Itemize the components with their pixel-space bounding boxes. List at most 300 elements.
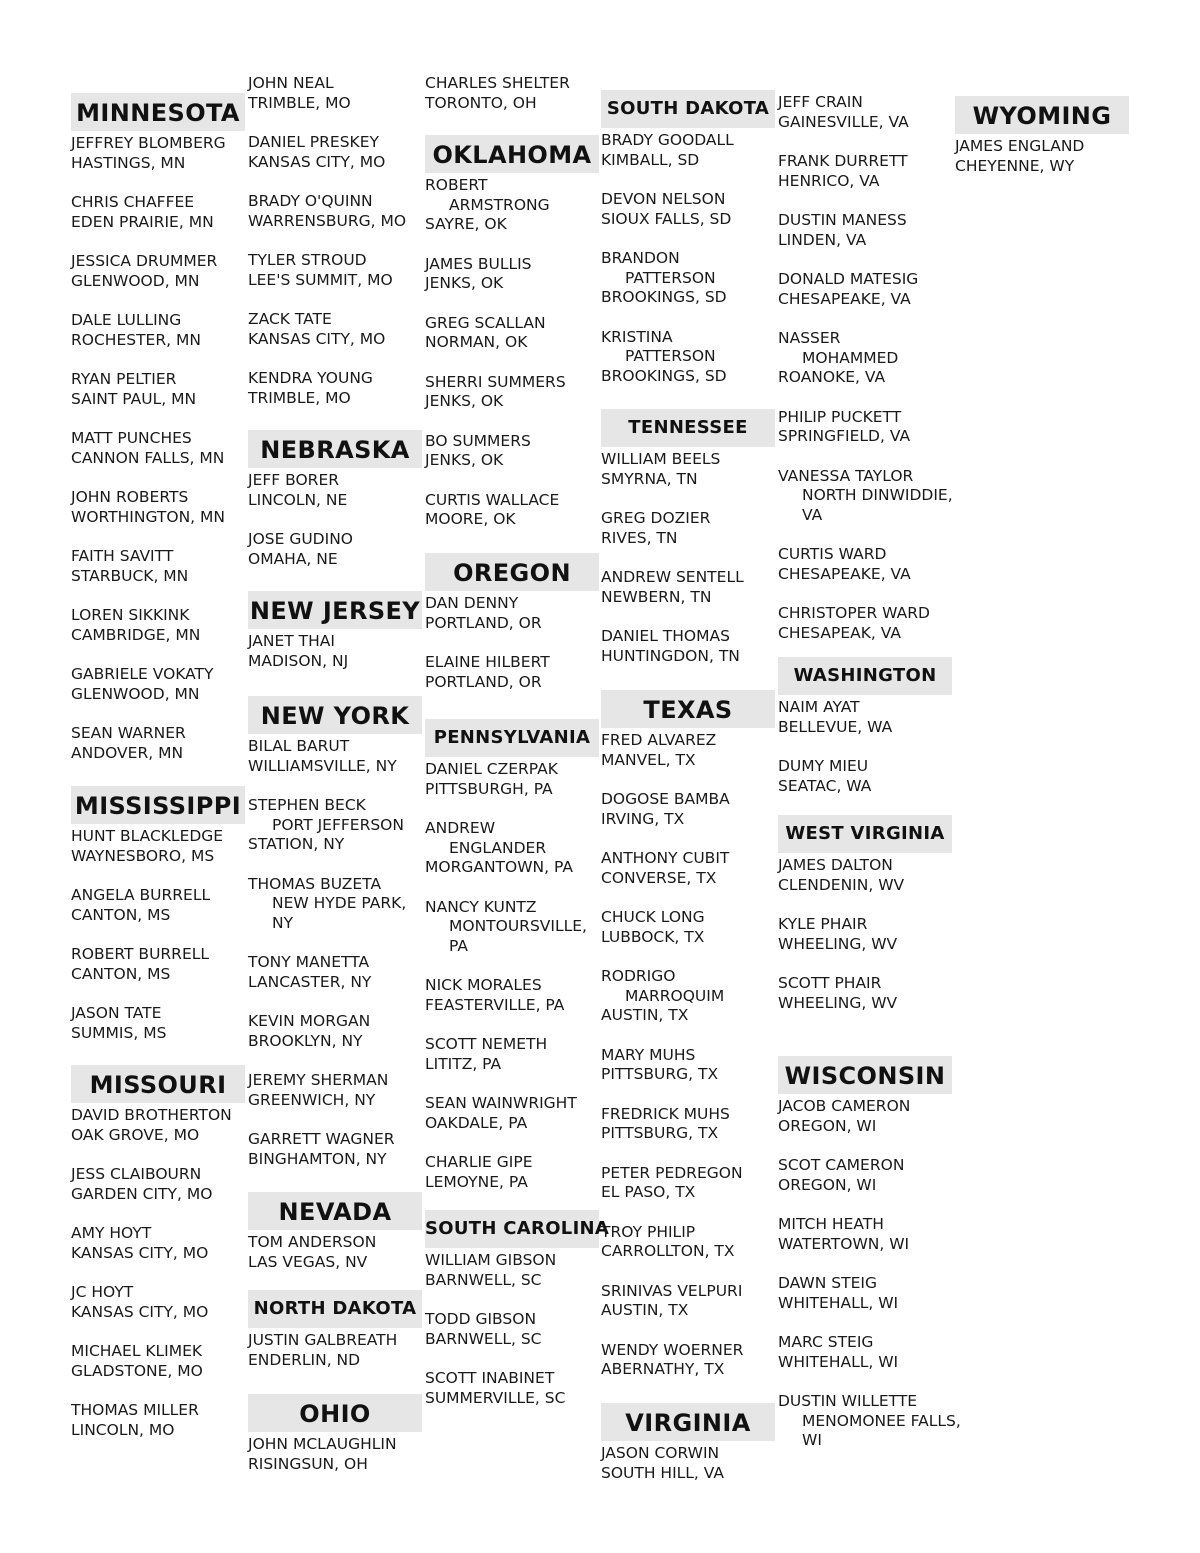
entry-location: RISINGSUN, OH: [248, 1454, 368, 1473]
roster-entry: [71, 193, 247, 232]
roster-entry: [71, 1224, 247, 1263]
entry-name: ANDREW SENTELL: [601, 568, 744, 586]
entry-name: NAIM AYAT: [778, 698, 860, 716]
entry-name: THOMAS MILLER: [71, 1401, 199, 1419]
entry-name: FAITH SAVITT: [71, 547, 174, 565]
entry-location: CHESAPEAKE, VA: [778, 289, 911, 308]
entry-location: SPRINGFIELD, VA: [778, 427, 911, 446]
entry-location: OAKDALE, PA: [425, 1113, 528, 1132]
entry-location: PORTLAND, OR: [425, 613, 542, 632]
entry-name: JACOB CAMERON: [778, 1097, 911, 1115]
entry-name: SHERRI SUMMERS: [425, 372, 566, 391]
roster-entry: [425, 1035, 601, 1074]
entry-name: VANESSA TAYLOR: [778, 466, 914, 485]
entry-location: PORTLAND, OR: [425, 672, 542, 691]
roster-entry: [601, 249, 777, 308]
entry-location: NORMAN, OK: [425, 333, 528, 352]
entry-name: SRINIVAS VELPURI: [601, 1281, 743, 1300]
entry-location: SIOUX FALLS, SD: [601, 209, 732, 228]
entry-name: TYLER STROUD: [248, 251, 367, 269]
roster-entry: [778, 1333, 954, 1372]
entry-location: ROCHESTER, MN: [71, 330, 201, 349]
entry-name: TODD GIBSON: [425, 1310, 537, 1328]
roster-entry: [248, 1331, 424, 1370]
roster-entry: [425, 1369, 601, 1408]
entry-name: CHARLIE GIPE: [425, 1153, 533, 1172]
entry-location: BARNWELL, SC: [425, 1270, 542, 1289]
entry-name: LOREN SIKKINK: [71, 606, 190, 624]
entry-name: ROBERT BURRELL: [71, 945, 210, 963]
entry-location: WORTHINGTON, MN: [71, 507, 226, 526]
entry-location: KANSAS CITY, MO: [248, 329, 386, 348]
entry-location: MENOMONEE FALLS,: [802, 1411, 961, 1430]
entry-name: BO SUMMERS: [425, 431, 531, 450]
roster-entry: [425, 176, 601, 235]
entry-name: GABRIELE VOKATY: [71, 665, 214, 683]
roster-entry: [778, 915, 954, 954]
roster-entry: [248, 1435, 424, 1474]
entry-location: MADISON, NJ: [248, 651, 349, 670]
entry-name: CHRIS CHAFFEE: [71, 193, 195, 211]
entry-name: RODRIGO: [601, 967, 676, 985]
roster-entry: [71, 547, 247, 586]
entry-name: GREG SCALLAN: [425, 313, 546, 332]
roster-entry: [248, 875, 424, 934]
entry-location: GLENWOOD, MN: [71, 684, 200, 703]
entry-location: RIVES, TN: [601, 528, 678, 547]
roster-entry: [71, 488, 247, 527]
roster-entry: [601, 731, 777, 770]
entry-location: EL PASO, TX: [601, 1183, 696, 1202]
roster-entry: [778, 698, 954, 737]
entry-name: KEVIN MORGAN: [248, 1012, 371, 1031]
entry-name: FRANK DURRETT: [778, 152, 908, 170]
roster-entry: [601, 908, 777, 947]
roster-entry: [248, 1071, 424, 1110]
entry-location: JENKS, OK: [425, 451, 504, 470]
roster-entry: [71, 606, 247, 645]
roster-entry: [71, 945, 247, 984]
entry-name: SCOTT INABINET: [425, 1369, 555, 1387]
entry-name: PETER PEDREGON: [601, 1163, 743, 1182]
roster-entry: [71, 134, 247, 173]
entry-location: OMAHA, NE: [248, 549, 338, 568]
entry-name: JAMES ENGLAND: [955, 137, 1085, 155]
roster-entry: [71, 252, 247, 291]
entry-name: NANCY KUNTZ: [425, 897, 537, 916]
entry-name: JEFF BORER: [248, 471, 340, 489]
roster-entry: [601, 1444, 777, 1483]
state-header: MISSISSIPPI: [71, 786, 245, 824]
roster-entry: [71, 665, 247, 704]
entry-name: JOSE GUDINO: [248, 530, 353, 548]
entry-location: LITITZ, PA: [425, 1054, 502, 1073]
entry-name: DAWN STEIG: [778, 1274, 877, 1292]
roster-entry: [778, 1392, 961, 1451]
entry-name: NICK MORALES: [425, 976, 542, 995]
entry-location: SOUTH HILL, VA: [601, 1463, 725, 1482]
entry-location: AUSTIN, TX: [601, 1006, 689, 1025]
entry-name: JEREMY SHERMAN: [248, 1071, 389, 1090]
state-header: NEVADA: [248, 1192, 422, 1230]
entry-location: SUMMIS, MS: [71, 1023, 167, 1042]
roster-entry: [601, 967, 777, 1026]
entry-location: ANDOVER, MN: [71, 743, 184, 762]
entry-location: NEWBERN, TN: [601, 587, 712, 606]
entry-location: PITTSBURGH, PA: [425, 779, 553, 798]
state-header: WEST VIRGINIA: [778, 815, 952, 853]
entry-location: WHITEHALL, WI: [778, 1352, 899, 1371]
entry-name: JEFFREY BLOMBERG: [71, 134, 226, 152]
roster-entry: [425, 373, 601, 412]
roster-entry: [601, 1164, 777, 1203]
entry-location: TRIMBLE, MO: [248, 93, 351, 112]
entry-location: GLENWOOD, MN: [71, 271, 200, 290]
entry-location: PATTERSON: [625, 347, 716, 366]
entry-name: JOHN ROBERTS: [71, 488, 189, 506]
entry-location: GLADSTONE, MO: [71, 1361, 203, 1380]
state-header: MINNESOTA: [71, 93, 245, 131]
state-header: NEW YORK: [248, 696, 422, 734]
roster-entry: [778, 270, 954, 309]
entry-name: CHARLES SHELTER: [425, 74, 570, 92]
entry-name: JUSTIN GALBREATH: [248, 1331, 398, 1349]
entry-name: TROY PHILIP: [601, 1222, 696, 1241]
roster-entry: [71, 1401, 247, 1440]
entry-location: HUNTINGDON, TN: [601, 646, 740, 665]
entry-location: MARROQUIM: [625, 986, 725, 1005]
entry-name: JASON CORWIN: [601, 1444, 720, 1462]
entry-location: CANNON FALLS, MN: [71, 448, 225, 467]
roster-entry: [248, 369, 424, 408]
entry-location: CANTON, MS: [71, 905, 171, 924]
entry-name: ANDREW: [425, 819, 496, 837]
entry-location: LUBBOCK, TX: [601, 927, 705, 946]
entry-location: AUSTIN, TX: [601, 1301, 689, 1320]
entry-name: CHUCK LONG: [601, 908, 705, 926]
roster-entry: [71, 827, 247, 866]
state-header: NEW JERSEY: [248, 591, 422, 629]
roster-entry: [248, 632, 424, 671]
roster-entry: [425, 432, 601, 471]
roster-entry: [601, 1282, 777, 1321]
entry-location: PITTSBURG, TX: [601, 1065, 719, 1084]
state-header: PENNSYLVANIA: [425, 719, 599, 757]
state-header: OHIO: [248, 1394, 422, 1432]
entry-location: CHESAPEAKE, VA: [778, 564, 911, 583]
entry-location: NORTH DINWIDDIE,: [802, 486, 953, 505]
entry-location: GREENWICH, NY: [248, 1090, 376, 1109]
entry-location: WHEELING, WV: [778, 993, 898, 1012]
entry-location: WILLIAMSVILLE, NY: [248, 756, 397, 775]
entry-name: WILLIAM GIBSON: [425, 1251, 557, 1269]
entry-location: MOHAMMED: [802, 348, 899, 367]
entry-name: DUSTIN MANESS: [778, 211, 907, 229]
roster-entry: [425, 255, 601, 294]
entry-location: PATTERSON: [625, 268, 716, 287]
roster-entry: [601, 1341, 777, 1380]
roster-entry: [248, 310, 424, 349]
roster-entry: [778, 974, 954, 1013]
entry-location: EDEN PRAIRIE, MN: [71, 212, 214, 231]
entry-name: HUNT BLACKLEDGE: [71, 827, 224, 845]
entry-location: NY: [272, 913, 294, 932]
roster-entry: [425, 314, 601, 353]
entry-name: JAMES BULLIS: [425, 254, 532, 273]
entry-location: PA: [449, 936, 468, 955]
state-header: OREGON: [425, 553, 599, 591]
entry-name: JESS CLAIBOURN: [71, 1165, 202, 1183]
entry-location: CAMBRIDGE, MN: [71, 625, 201, 644]
roster-entry: [248, 1012, 424, 1051]
roster-entry: [601, 1105, 777, 1144]
state-header: NORTH DAKOTA: [248, 1290, 422, 1328]
roster-entry: [778, 211, 954, 250]
state-header: TEXAS: [601, 690, 775, 728]
roster-entry: [248, 471, 424, 510]
roster-entry: [248, 796, 424, 855]
roster-entry: [425, 491, 601, 530]
entry-name: THOMAS BUZETA: [248, 874, 382, 893]
entry-name: FREDRICK MUHS: [601, 1104, 730, 1123]
entry-name: DALE LULLING: [71, 311, 182, 329]
entry-location: CHESAPEAK, VA: [778, 623, 901, 642]
roster-entry: [601, 627, 777, 666]
roster-entry: [601, 190, 777, 229]
entry-name: KENDRA YOUNG: [248, 369, 373, 387]
entry-location: KANSAS CITY, MO: [71, 1302, 209, 1321]
entry-location: TORONTO, OH: [425, 93, 537, 112]
roster-entry: [71, 1106, 247, 1145]
entry-name: JAMES DALTON: [778, 856, 893, 874]
roster-entry: [248, 737, 424, 776]
entry-name: NASSER: [778, 329, 841, 347]
entry-location: IRVING, TX: [601, 809, 685, 828]
entry-name: KYLE PHAIR: [778, 915, 868, 933]
roster-entry: [248, 251, 424, 290]
roster-entry: [71, 311, 247, 350]
entry-location: OAK GROVE, MO: [71, 1125, 200, 1144]
roster-entry: [425, 1251, 601, 1290]
roster-entry: [778, 408, 954, 447]
state-header: NEBRASKA: [248, 430, 422, 468]
entry-location: JENKS, OK: [425, 274, 504, 293]
roster-entry: [71, 1342, 247, 1381]
entry-name: SCOTT PHAIR: [778, 974, 882, 992]
entry-name: CURTIS WALLACE: [425, 490, 560, 509]
entry-location: TRIMBLE, MO: [248, 388, 351, 407]
entry-location: SUMMERVILLE, SC: [425, 1388, 566, 1407]
entry-location: ENDERLIN, ND: [248, 1350, 361, 1369]
entry-name: KRISTINA: [601, 327, 673, 346]
roster-entry: [778, 467, 954, 526]
entry-name: BRADY GOODALL: [601, 131, 734, 149]
entry-location: LINDEN, VA: [778, 230, 867, 249]
entry-location: CARROLLTON, TX: [601, 1242, 735, 1261]
entry-location: HENRICO, VA: [778, 171, 880, 190]
entry-name: DANIEL CZERPAK: [425, 760, 558, 778]
entry-name: MATT PUNCHES: [71, 429, 192, 447]
entry-location: MONTOURSVILLE,: [449, 917, 587, 936]
entry-name: BILAL BARUT: [248, 737, 350, 755]
roster-entry: [601, 1223, 777, 1262]
roster-entry: [71, 1283, 247, 1322]
entry-name: RYAN PELTIER: [71, 370, 177, 388]
entry-location: STARBUCK, MN: [71, 566, 189, 585]
entry-name: DAVID BROTHERTON: [71, 1106, 232, 1124]
entry-location: BROOKLYN, NY: [248, 1031, 363, 1050]
entry-name: JC HOYT: [71, 1283, 134, 1301]
entry-name: JOHN NEAL: [248, 74, 334, 92]
entry-location: ARMSTRONG: [449, 195, 550, 214]
roster-entry: [71, 1165, 247, 1204]
entry-location: ABERNATHY, TX: [601, 1360, 725, 1379]
roster-entry: [601, 450, 777, 489]
entry-name: MARY MUHS: [601, 1045, 696, 1064]
roster-entry: [601, 568, 777, 607]
entry-name: BRADY O'QUINN: [248, 192, 373, 210]
roster-entry: [248, 192, 424, 231]
entry-name: WENDY WOERNER: [601, 1340, 744, 1359]
roster-entry: [425, 976, 601, 1015]
entry-location: LINCOLN, NE: [248, 490, 348, 509]
entry-name: ANGELA BURRELL: [71, 886, 211, 904]
roster-entry: [778, 1097, 954, 1136]
roster-entry: [778, 1274, 954, 1313]
roster-entry: [601, 509, 777, 548]
entry-location: SEATAC, WA: [778, 776, 872, 795]
entry-name: STEPHEN BECK: [248, 796, 366, 814]
state-header: WYOMING: [955, 96, 1129, 134]
entry-location: OREGON, WI: [778, 1116, 877, 1135]
entry-location: WARRENSBURG, MO: [248, 211, 407, 230]
entry-name: ROBERT: [425, 176, 488, 194]
entry-name: JOHN MCLAUGHLIN: [248, 1435, 397, 1453]
entry-location: VA: [802, 505, 823, 524]
entry-location: CHEYENNE, WY: [955, 156, 1075, 175]
state-header: WISCONSIN: [778, 1056, 952, 1094]
entry-location: GAINESVILLE, VA: [778, 112, 909, 131]
entry-location: WHEELING, WV: [778, 934, 898, 953]
roster-entry: [425, 74, 601, 113]
entry-name: DANIEL PRESKEY: [248, 133, 379, 151]
entry-name: PHILIP PUCKETT: [778, 407, 902, 426]
entry-location: WHITEHALL, WI: [778, 1293, 899, 1312]
entry-location: BARNWELL, SC: [425, 1329, 542, 1348]
state-header: SOUTH CAROLINA: [425, 1210, 599, 1248]
entry-location: LEMOYNE, PA: [425, 1172, 528, 1191]
entry-name: GREG DOZIER: [601, 509, 711, 527]
entry-name: SEAN WAINWRIGHT: [425, 1094, 577, 1113]
roster-entry: [248, 133, 424, 172]
entry-location: CLENDENIN, WV: [778, 875, 905, 894]
entry-name: JESSICA DRUMMER: [71, 252, 218, 270]
entry-name: BRANDON: [601, 249, 680, 267]
entry-location: KANSAS CITY, MO: [71, 1243, 209, 1262]
roster-entry: [71, 724, 247, 763]
entry-name: MICHAEL KLIMEK: [71, 1342, 203, 1360]
entry-name: MARC STEIG: [778, 1333, 874, 1351]
entry-name: FRED ALVAREZ: [601, 731, 717, 749]
entry-location: LANCASTER, NY: [248, 972, 372, 991]
roster-entry: [601, 131, 777, 170]
entry-name: DANIEL THOMAS: [601, 627, 730, 645]
entry-location: BROOKINGS, SD: [601, 288, 727, 307]
roster-entry: [778, 856, 954, 895]
entry-location: GARDEN CITY, MO: [71, 1184, 213, 1203]
roster-entry: [248, 74, 424, 113]
entry-location: SAINT PAUL, MN: [71, 389, 197, 408]
entry-name: MITCH HEATH: [778, 1215, 884, 1233]
entry-name: TOM ANDERSON: [248, 1233, 377, 1251]
roster-entry: [248, 953, 424, 992]
entry-location: WI: [802, 1431, 822, 1450]
roster-entry: [71, 370, 247, 409]
entry-location: HASTINGS, MN: [71, 153, 186, 172]
entry-location: LEE'S SUMMIT, MO: [248, 270, 393, 289]
entry-name: DOGOSE BAMBA: [601, 790, 730, 808]
roster-entry: [955, 137, 1131, 176]
roster-entry: [248, 1233, 424, 1272]
roster-entry: [778, 329, 954, 388]
entry-location: BINGHAMTON, NY: [248, 1149, 387, 1168]
roster-entry: [601, 1046, 777, 1085]
entry-name: DEVON NELSON: [601, 190, 726, 208]
state-header: MISSOURI: [71, 1065, 245, 1103]
roster-entry: [425, 819, 601, 878]
entry-name: AMY HOYT: [71, 1224, 152, 1242]
roster-entry: [778, 93, 954, 132]
entry-location: KIMBALL, SD: [601, 150, 700, 169]
entry-location: OREGON, WI: [778, 1175, 877, 1194]
roster-entry: [425, 898, 601, 957]
roster-entry: [778, 1215, 954, 1254]
entry-name: JASON TATE: [71, 1004, 162, 1022]
roster-entry: [425, 594, 601, 633]
entry-name: DAN DENNY: [425, 594, 519, 612]
roster-entry: [601, 328, 777, 387]
entry-name: SEAN WARNER: [71, 724, 186, 742]
entry-location: MANVEL, TX: [601, 750, 696, 769]
entry-location: CONVERSE, TX: [601, 868, 717, 887]
roster-entry: [778, 604, 954, 643]
entry-name: DUMY MIEU: [778, 757, 869, 775]
entry-location: LAS VEGAS, NV: [248, 1252, 368, 1271]
entry-name: GARRETT WAGNER: [248, 1130, 395, 1149]
entry-location: FEASTERVILLE, PA: [425, 995, 565, 1014]
roster-entry: [425, 653, 601, 692]
entry-location: ENGLANDER: [449, 838, 547, 857]
entry-location: BELLEVUE, WA: [778, 717, 893, 736]
entry-location: ROANOKE, VA: [778, 368, 886, 387]
entry-location: STATION, NY: [248, 835, 345, 854]
entry-name: JEFF CRAIN: [778, 93, 863, 111]
state-header: SOUTH DAKOTA: [601, 90, 775, 128]
entry-location: MORGANTOWN, PA: [425, 858, 573, 877]
entry-name: ZACK TATE: [248, 310, 332, 328]
entry-location: WATERTOWN, WI: [778, 1234, 910, 1253]
entry-name: ELAINE HILBERT: [425, 653, 550, 671]
state-header: VIRGINIA: [601, 1403, 775, 1441]
state-header: OKLAHOMA: [425, 135, 599, 173]
roster-entry: [248, 530, 424, 569]
entry-location: JENKS, OK: [425, 392, 504, 411]
entry-name: ANTHONY CUBIT: [601, 849, 730, 867]
entry-name: SCOTT NEMETH: [425, 1035, 548, 1054]
entry-name: JANET THAI: [248, 632, 335, 650]
state-header: TENNESSEE: [601, 409, 775, 447]
entry-location: SMYRNA, TN: [601, 469, 698, 488]
